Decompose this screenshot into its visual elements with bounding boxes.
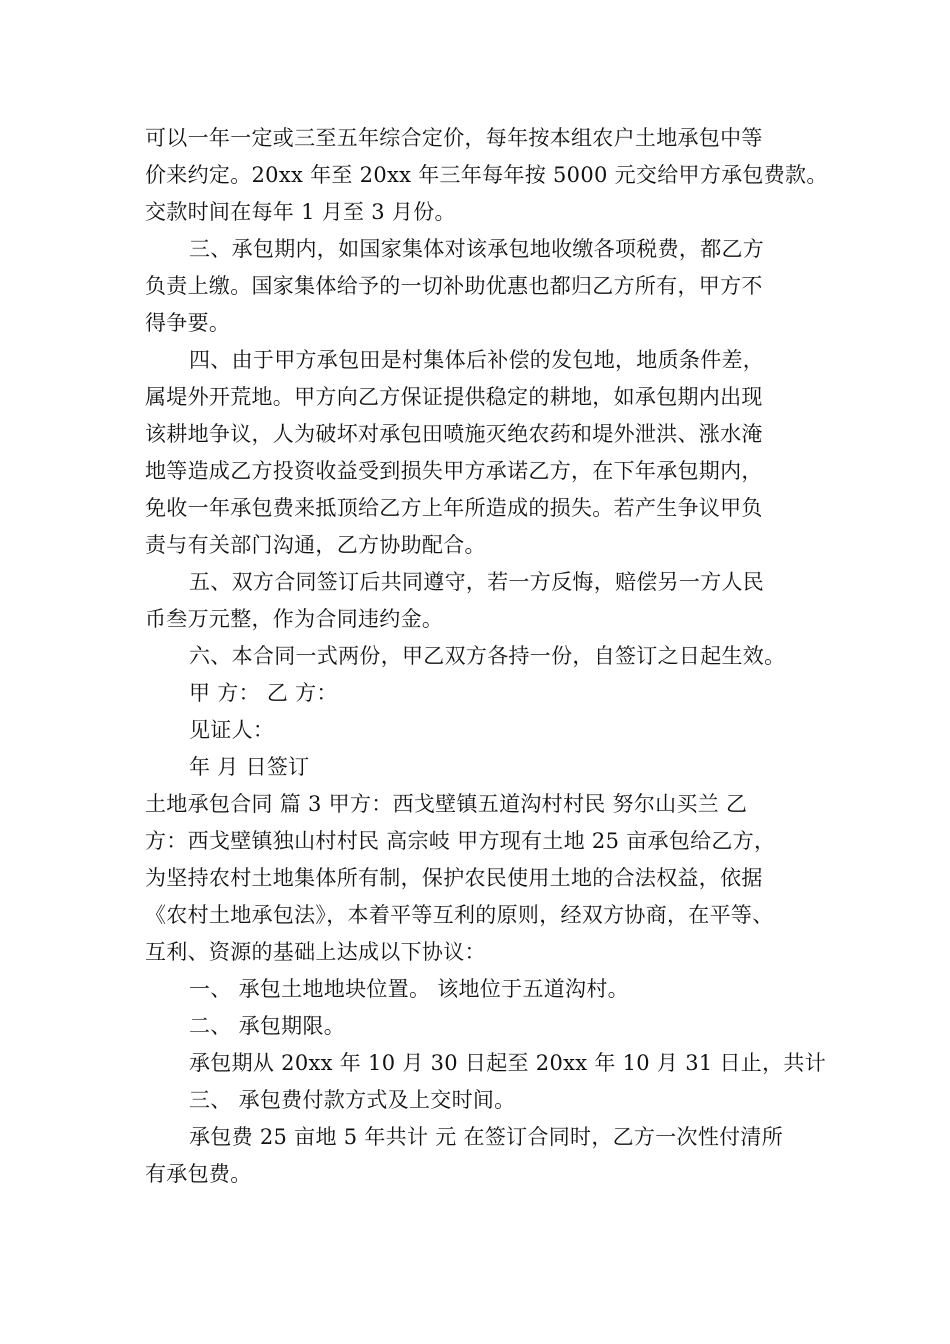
text-line: 承包期从 20xx 年 10 月 30 日起至 20xx 年 10 月 31 日止，共计	[189, 1051, 827, 1075]
signature-line-witness: 见证人：	[189, 718, 275, 742]
signature-line-parties: 甲 方： 乙 方：	[189, 681, 338, 705]
signature-line-date: 年 月 日签订	[189, 755, 310, 779]
contract-heading: 土地承包合同 篇 3 甲方：西戈壁镇五道沟村村民 努尔山买兰 乙	[145, 792, 748, 816]
text-line: 互利、资源的基础上达成以下协议：	[145, 940, 486, 964]
text-line: 承包费 25 亩地 5 年共计 元 在签订合同时，乙方一次性付清所	[189, 1125, 784, 1149]
text-line: 一、 承包土地地块位置。 该地位于五道沟村。	[189, 977, 629, 1001]
text-line: 责与有关部门沟通，乙方协助配合。	[145, 533, 486, 557]
text-line: 四、由于甲方承包田是村集体后补偿的发包地，地质条件差，	[189, 348, 765, 372]
text-line: 属堤外开荒地。甲方向乙方保证提供稳定的耕地，如承包期内出现	[145, 385, 763, 409]
text-line: 有承包费。	[145, 1162, 252, 1186]
text-line: 方：西戈壁镇独山村村民 高宗岐 甲方现有土地 25 亩承包给乙方，	[145, 829, 776, 853]
text-line: 得争要。	[145, 311, 231, 335]
text-line: 该耕地争议，人为破坏对承包田喷施灭绝农药和堤外泄洪、涨水淹	[145, 422, 763, 446]
text-line: 三、承包期内，如国家集体对该承包地收缴各项税费，都乙方	[189, 237, 765, 261]
text-line: 《农村土地承包法》，本着平等互利的原则，经双方协商，在平等、	[145, 903, 774, 927]
text-line: 负责上缴。国家集体给予的一切补助优惠也都归乙方所有，甲方不	[145, 274, 763, 298]
text-line: 为坚持农村土地集体所有制，保护农民使用土地的合法权益，依据	[145, 866, 763, 890]
text-line: 六、本合同一式两份，甲乙双方各持一份，自签订之日起生效。	[189, 644, 786, 668]
text-line: 币叁万元整，作为合同违约金。	[145, 607, 444, 631]
text-line: 二、 承包期限。	[189, 1014, 346, 1038]
text-line: 可以一年一定或三至五年综合定价，每年按本组农户土地承包中等	[145, 126, 763, 150]
text-line: 交款时间在每年 1 月至 3 月份。	[145, 200, 456, 224]
text-line: 免收一年承包费来抵顶给乙方上年所造成的损失。若产生争议甲负	[145, 496, 763, 520]
text-line: 三、 承包费付款方式及上交时间。	[189, 1088, 516, 1112]
text-line: 地等造成乙方投资收益受到损失甲方承诺乙方，在下年承包期内，	[145, 459, 763, 483]
text-line: 价来约定。20xx 年至 20xx 年三年每年按 5000 元交给甲方承包费款。	[145, 163, 828, 187]
text-line: 五、双方合同签订后共同遵守，若一方反悔，赔偿另一方人民	[189, 570, 765, 594]
